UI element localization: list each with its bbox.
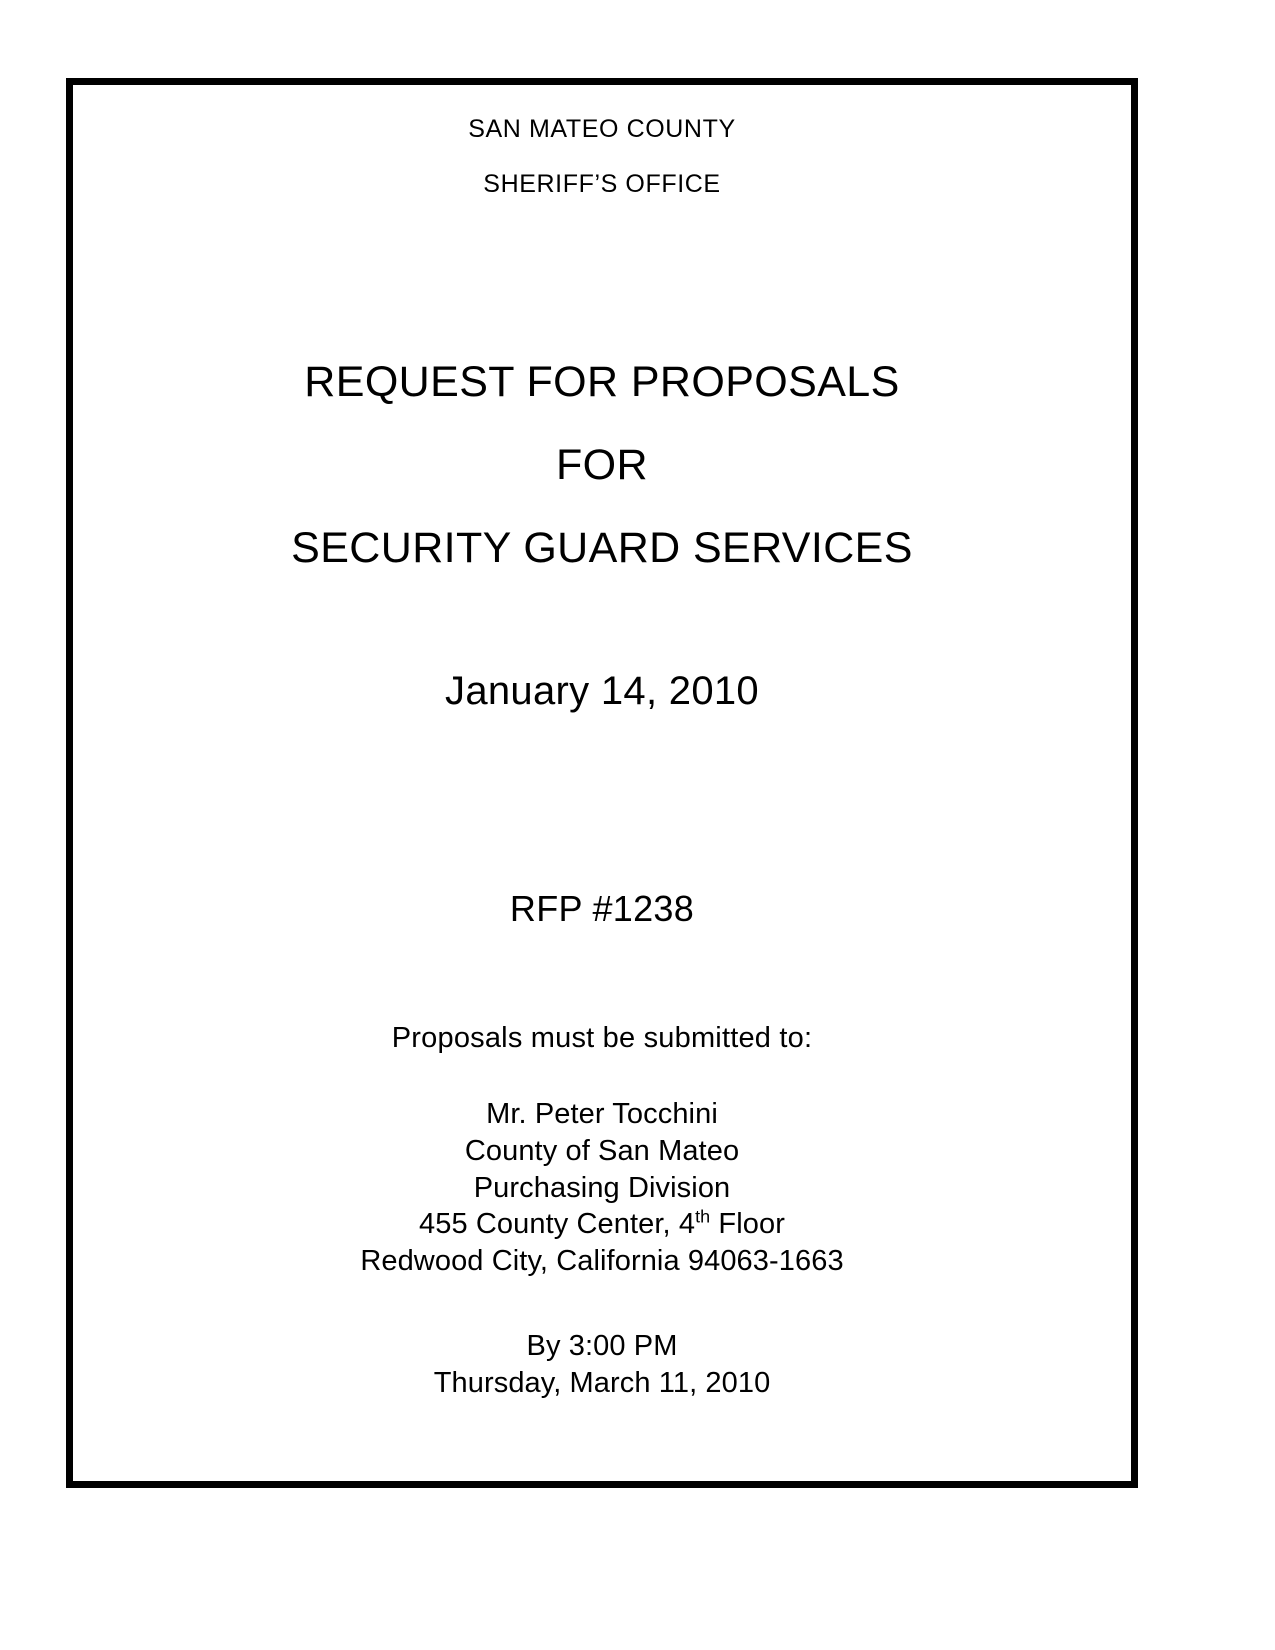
title-line-2: FOR xyxy=(556,441,648,489)
deadline-date: Thursday, March 11, 2010 xyxy=(433,1366,771,1399)
street-address-floor: Floor xyxy=(710,1208,785,1241)
issue-date xyxy=(73,671,1131,711)
street-address xyxy=(73,1206,1131,1243)
recipient-name: Mr. Peter Tocchini xyxy=(486,1098,718,1130)
rfp-number xyxy=(73,888,1131,929)
recipient-department: Purchasing Division xyxy=(473,1171,731,1204)
street-address-main: 455 County Center, 4 xyxy=(419,1208,696,1241)
cover-content xyxy=(73,85,1131,1481)
street-ordinal-suffix: th xyxy=(695,1206,711,1227)
submission-deadline xyxy=(73,1328,1131,1402)
issue-date-text: January 14, 2010 xyxy=(445,669,759,713)
agency-name-line: SAN MATEO COUNTY xyxy=(468,115,736,143)
agency-department-line: SHERIFF’S OFFICE xyxy=(483,170,721,198)
agency-heading xyxy=(73,117,1131,197)
title-line-1: REQUEST FOR PROPOSALS xyxy=(304,358,900,406)
submission-address xyxy=(73,1096,1131,1280)
submission-instructions: Proposals must be submitted to: xyxy=(391,1022,813,1054)
city-state-zip: Redwood City, California 94063-1663 xyxy=(360,1245,844,1278)
deadline-time: By 3:00 PM xyxy=(526,1330,678,1362)
recipient-organization: County of San Mateo xyxy=(464,1134,740,1167)
document-title xyxy=(73,358,1131,572)
rfp-number-text: RFP #1238 xyxy=(509,888,695,929)
title-line-3: SECURITY GUARD SERVICES xyxy=(291,524,913,572)
